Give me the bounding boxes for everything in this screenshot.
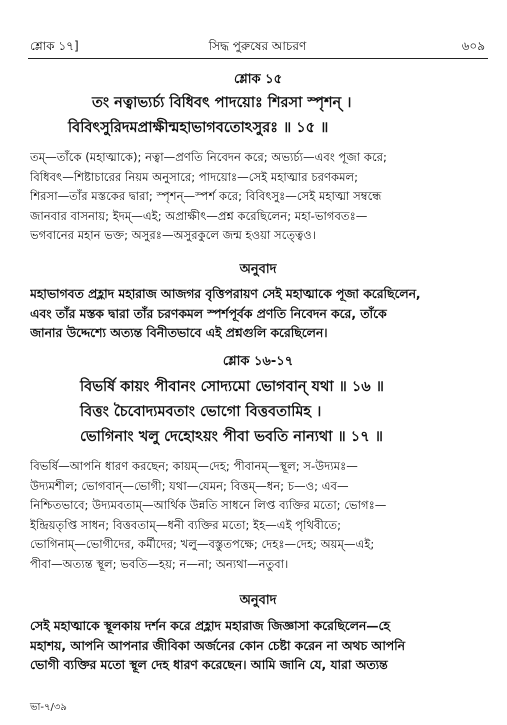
- synonym-line: ভগবানের মহান ভক্ত; অসুরঃ—অসুরকুলে জন্ম হওয়া সত্ত্বেও।: [30, 228, 316, 243]
- translation-line: জানার উদ্দেশ্যে অত্যন্ত বিনীতভাবে এই প্রশ্নগুলি করেছিলেন।: [30, 326, 328, 340]
- synonym-line: উদ্যমশীল; ভোগবান্—ভোগী; যথা—যেমন; বিত্তম্—ধন; চ—ও; এব—: [30, 478, 349, 493]
- translation-line: এবং তাঁর মস্তক দ্বারা তাঁর চরণকমল স্পর্শপূর্বক প্রণতি নিবেদন করে, তাঁকে: [30, 306, 387, 321]
- verse-15-line: তং নত্বাভ্যর্চ্য বিধিবৎ পাদয়োঃ শিরসা স্পৃশন্ ।: [92, 95, 352, 111]
- synonym-line: পীবা—অত্যন্ত স্থূল; ভবতি—হয়; ন—না; অন্যথা—নতুবা।: [30, 556, 289, 571]
- synonym-line: বিধিবৎ—শিষ্টাচারের নিয়ম অনুসারে; পাদয়োঃ—সেই মহাত্মার চরণকমল;: [30, 169, 359, 184]
- verse-16-17-synonyms: [30, 457, 485, 575]
- verse-16-17-line: ভোগিনাং খলু দেহোঽয়ং পীবা ভবতি নান্যথা ॥ ১৭ ॥: [80, 429, 383, 445]
- translation-line: মহাভাগবত প্রহ্লাদ মহারাজ আজগর বৃত্তিপরায়ণ সেই মহাত্মাকে পূজা করেছিলেন,: [30, 287, 421, 301]
- verse-15-translation: [30, 285, 485, 344]
- verse-15-translation-heading: অনুবাদ: [239, 262, 277, 277]
- page-number: ৬০৯: [461, 39, 485, 53]
- translation-line: সেই মহাত্মাকে স্থূলকায় দর্শন করে প্রহ্লাদ মহারাজ জিজ্ঞাসা করেছিলেন—হে: [30, 619, 390, 633]
- synonym-line: নিশ্চিতভাবে; উদ্যমবতাম্—আর্থিক উন্নতি সাধনে লিপ্ত ব্যক্তির মতো; ভোগঃ—: [30, 498, 387, 513]
- verse-16-17-heading: শ্লোক ১৬-১৭: [222, 354, 294, 369]
- translation-line: ভোগী ব্যক্তির মতো স্থূল দেহ ধারণ করেছেন। আমি জানি যে, যারা অত্যন্ত: [30, 658, 388, 672]
- verse-16-17-line: বিভর্ষি কায়ং পীবানং সোদ্যমো ভোগবান্ যথা ॥ ১৬ ॥: [80, 379, 384, 395]
- header-verse-ref: শ্লোক ১৭]: [30, 39, 79, 53]
- synonym-line: ইন্দ্রিয়তৃপ্তি সাধন; বিত্তবতাম্—ধনী ব্যক্তির মতো; ইহ—এই পৃথিবীতে;: [30, 517, 342, 532]
- verse-15-synonyms: [30, 148, 485, 246]
- synonym-line: জানবার বাসনায়; ইদম্—এই; অপ্রাক্ষীৎ—প্রশ্ন করেছিলেন; মহা-ভাগবতঃ—: [30, 208, 368, 223]
- synonym-line: শিরসা—তাঁর মস্তকের দ্বারা; স্পৃশন্—স্পর্শ করে; বিবিৎসুঃ—সেই মহাত্মা সম্বন্ধে: [30, 189, 382, 204]
- synonym-line: বিভর্ষি—আপনি ধারণ করছেন; কায়ম্—দেহ; পীবানম্—স্থূল; স-উদ্যমঃ—: [30, 459, 358, 473]
- synonym-line: তম্—তাঁকে (মহাত্মাকে); নত্বা—প্রণতি নিবেদন করে; অভ্যর্চ্য—এবং পূজা করে;: [30, 150, 387, 164]
- running-header: [30, 38, 485, 56]
- verse-16-17-line: বিত্তং চৈবোদ্যমবতাং ভোগো বিত্তবতামিহ ।: [80, 404, 322, 420]
- signature-mark: ভা-৭/৩৯: [30, 702, 67, 713]
- header-rule: [28, 58, 488, 59]
- synonym-line: ভোগিনাম্—ভোগীদের, কর্মীদের; খলু—বস্তুতপক্ষে; দেহঃ—দেহ; অয়ম্—এই;: [30, 537, 375, 552]
- verse-15-heading: শ্লোক ১৫: [233, 72, 283, 87]
- verse-16-17-translation: [30, 617, 485, 676]
- verse-16-17-translation-heading: অনুবাদ: [239, 593, 277, 608]
- header-chapter-title: সিদ্ধ পুরুষের আচরণ: [208, 39, 307, 53]
- translation-line: মহাশয়, আপনি আপনার জীবিকা অর্জনের কোন চেষ্টা করেন না অথচ আপনি: [30, 638, 405, 653]
- verse-15-line: বিবিৎসুরিদমপ্রাক্ষীন্মহাভাগবতোঽসুরঃ ॥ ১৫ ॥: [68, 120, 329, 136]
